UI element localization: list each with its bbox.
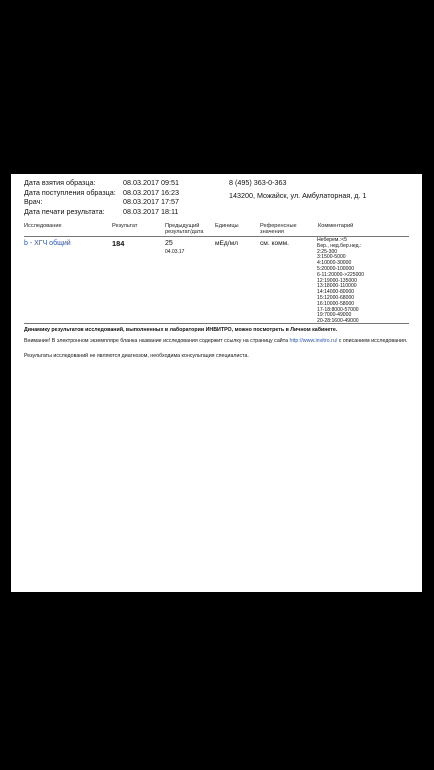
disclaimer-note: Результаты исследований не являются диагнозом, необходима консультация специалиста. (24, 352, 249, 359)
comment-block (317, 238, 381, 325)
comment-line: 3:1500-5000 (317, 254, 346, 261)
header-prev: Предыдущий результат/дата (165, 223, 204, 236)
cropped-header-text (243, 174, 323, 175)
comment-line: 4:10000-30000 (317, 260, 352, 267)
header-divider (24, 236, 409, 237)
comment-line: 14:14000-80000 (317, 289, 355, 296)
comment-line: 12:19000-135000 (317, 277, 357, 284)
doctor-value: 08.03.2017 17:57 (123, 197, 179, 206)
attention-text-end: с описанием исследования. (338, 338, 408, 345)
table-bottom-divider (24, 323, 409, 324)
sample-date-label: Дата взятия образца: (24, 178, 96, 187)
lab-report-page (11, 174, 422, 592)
lab-address: 143200, Можайск, ул. Амбулаторная, д. 1 (229, 190, 367, 200)
sample-info-row (24, 188, 213, 198)
comment-line: 6-11:20000->225000 (317, 271, 365, 278)
lab-phone: 8 (495) 363-0-363 (229, 178, 287, 187)
report-notes (24, 327, 409, 359)
comment-line: 17-18:8000-57000 (317, 306, 359, 313)
received-date-label: Дата поступления образца: (24, 187, 116, 197)
comment-line: Бер., нед.бер.нед.: (317, 242, 362, 249)
header-units: Единицы (215, 223, 239, 229)
previous-result: 25 (165, 240, 173, 247)
comment-line: 5:20000-100000 (317, 265, 355, 272)
result-value: 184 (112, 239, 125, 248)
comment-line: 13:18000-110000 (317, 283, 357, 290)
header-ref: Референсные значения (260, 223, 297, 236)
test-name-link[interactable]: b - ХГЧ общий (24, 240, 71, 247)
attention-note (24, 338, 409, 344)
sample-info-row (24, 178, 213, 188)
header-comment: Комментарий (318, 223, 354, 229)
dynamics-note: Динамику результатов исследований, выполненных в лаборатории ИНВИТРО, можно посмотреть в Личном кабинете. (24, 327, 338, 333)
print-date-value: 08.03.2017 18:11 (123, 206, 179, 216)
comment-line: 20-28:1600-49000 (317, 318, 359, 325)
units-value: мЕд/мл (215, 240, 238, 247)
reference-value: см. комм. (260, 240, 290, 247)
comment-line: 15:12000-68000 (317, 294, 355, 301)
previous-result-date: 04.03.17 (165, 249, 185, 255)
header-test: Исследование (24, 223, 62, 229)
sample-date-value: 08.03.2017 09:51 (123, 178, 179, 187)
invitro-link[interactable]: http://www.invitro.ru/ (289, 338, 338, 345)
print-date-label: Дата печати результата: (24, 206, 105, 216)
comment-line: 2:25-300 (317, 248, 338, 255)
comment-line: 16:10000-58000 (317, 300, 355, 307)
comment-line: Неберем.:<5 (317, 237, 347, 243)
received-date-value: 08.03.2017 16:23 (123, 187, 179, 197)
comment-line: 19:7000-49000 (317, 312, 352, 319)
attention-text: Внимание! В электронном экземпляре бланка название исследования содержит ссылку на страницу сайта (24, 338, 289, 345)
header-result: Результат (112, 223, 138, 229)
sample-info (24, 178, 213, 216)
doctor-label: Врач: (24, 197, 43, 206)
lab-contacts (229, 178, 366, 200)
sample-info-row (24, 197, 213, 207)
sample-info-row (24, 207, 213, 217)
